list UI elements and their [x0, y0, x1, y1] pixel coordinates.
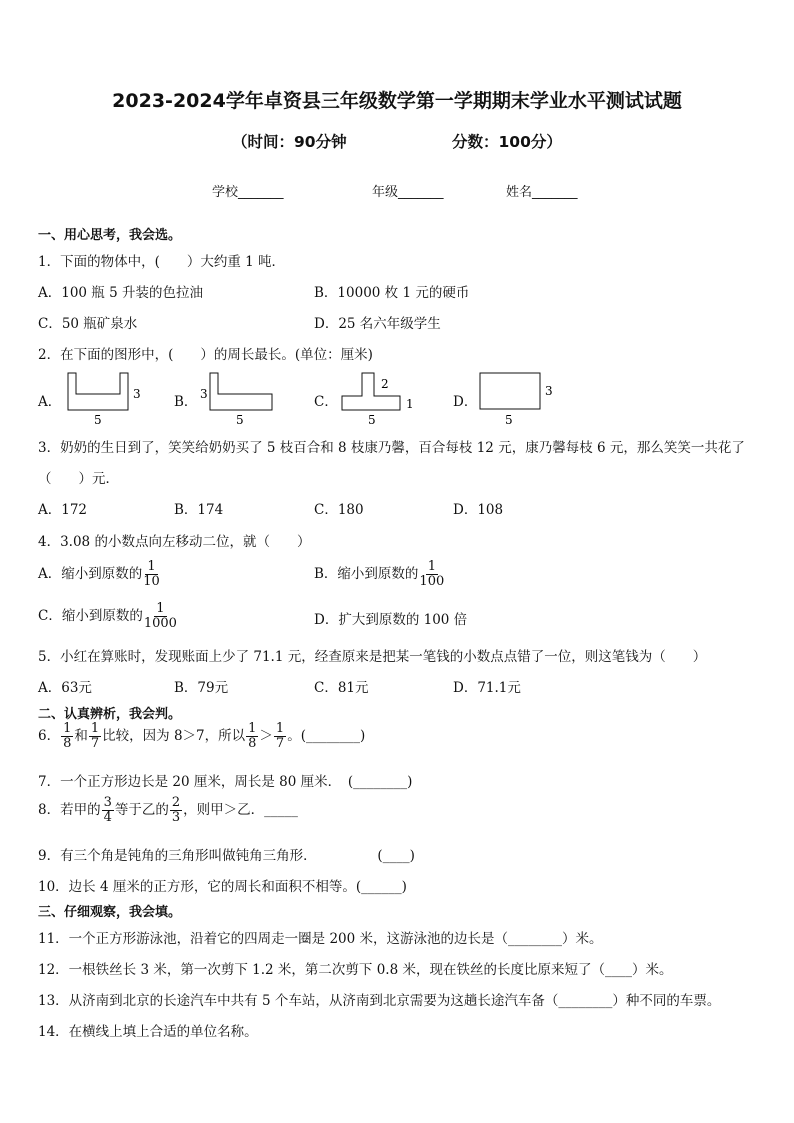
figure-c-height-2: 1 — [406, 397, 414, 411]
question-5-option-b: B．79元 — [174, 680, 229, 696]
question-6: 6． $\frac{1}{8}$ 和 $\frac{1}{7}$ 比较，因为 8＞7，所以 $\frac{1}{8}$ ＞ $\frac{1}{7}$ 。(________) — [38, 721, 366, 751]
figure-a-shape — [68, 373, 128, 410]
figure-a-width: 5 — [94, 413, 102, 427]
question-1-stem: 1．下面的物体中，( ）大约重 1 吨． — [38, 254, 286, 270]
name-field: 姓名_______ — [506, 185, 578, 200]
figure-c-height: 2 — [381, 377, 389, 391]
question-3-option-a: A．172 — [38, 502, 88, 518]
question-5-option-a: A．63元 — [38, 680, 92, 696]
question-3-option-d: D．108 — [453, 502, 504, 518]
question-2-option-b: B． — [174, 394, 198, 410]
question-1-option-d: D．25 名六年级学生 — [314, 316, 441, 332]
question-4-option-b — [314, 560, 445, 589]
question-4-option-a — [38, 560, 161, 589]
question-3-stem-line-2: （ ）元． — [38, 471, 119, 487]
question-1-option-a: A．100 瓶 5 升装的色拉油 — [38, 285, 203, 301]
question-9: 9．有三个角是钝角的三角形叫做钝角三角形． (____) — [38, 848, 415, 864]
question-3-stem-line-1: 3．奶奶的生日到了，笑笑给奶奶买了 5 枝百合和 8 枝康乃馨，百合每枝 12 元，康乃馨每枝 6 元，那么笑笑一共花了 — [38, 440, 745, 456]
question-2-option-d: D． — [453, 394, 478, 410]
question-4-option-b-text: B．缩小到原数的 — [314, 566, 419, 582]
figure-d-height: 3 — [545, 384, 553, 398]
question-4-option-a-text: A．缩小到原数的 — [38, 566, 143, 582]
question-5-option-d: D．71.1元 — [453, 680, 521, 696]
question-7: 7．一个正方形边长是 20 厘米，周长是 80 厘米． (________) — [38, 774, 413, 790]
grade-field: 年级_______ — [372, 185, 444, 200]
question-10: 10．边长 4 厘米的正方形，它的周长和面积不相等。(______) — [38, 879, 407, 895]
question-4-option-c — [38, 602, 178, 631]
school-field: 学校_______ — [212, 185, 284, 200]
figure-a-height: 3 — [133, 387, 141, 401]
question-2-option-c: C． — [314, 394, 338, 410]
question-3-option-b: B．174 — [174, 502, 224, 518]
question-5-stem: 5．小红在算账时，发现账面上少了 71.1 元，经查原来是把某一笔钱的小数点点错了一位，则这笔钱为（ ） — [38, 649, 707, 665]
section-heading-3: 三、仔细观察，我会填。 — [38, 905, 182, 920]
question-5-option-c: C．81元 — [314, 680, 369, 696]
question-3-option-c: C．180 — [314, 502, 364, 518]
question-2-option-a: A． — [38, 394, 62, 410]
question-2-stem: 2．在下面的图形中，( ）的周长最长。(单位：厘米) — [38, 347, 373, 363]
section-heading-1: 一、用心思考，我会选。 — [38, 228, 182, 243]
question-1-option-b: B．10000 枚 1 元的硬币 — [314, 285, 470, 301]
figure-d-shape — [480, 373, 540, 409]
figure-c-shape — [342, 373, 400, 410]
question-13: 13．从济南到北京的长途汽车中共有 5 个车站，从济南到北京需要为这趟长途汽车备（________）种不同的车票。 — [38, 993, 721, 1009]
question-8: 8．若甲的 $\frac{3}{4}$ 等于乙的 $\frac{2}{3}$ ，则甲＞乙．_____ — [38, 795, 298, 825]
question-14: 14．在横线上填上合适的单位名称。 — [38, 1024, 258, 1040]
exam-time: （时间：90分钟 — [232, 133, 347, 151]
figure-b-height: 3 — [200, 387, 208, 401]
fraction-1-1000: $\frac{1}{1000}$ — [143, 601, 177, 631]
fraction-1-10: $\frac{1}{10}$ — [143, 559, 160, 589]
figure-c-width: 5 — [368, 413, 376, 427]
section-heading-2: 二、认真辨析，我会判。 — [38, 707, 182, 722]
question-4-stem: 4．3.08 的小数点向左移动二位，就（ ） — [38, 534, 311, 550]
question-4-option-c-text: C．缩小到原数的 — [38, 608, 143, 624]
question-2-figures — [60, 368, 580, 428]
question-1-option-c: C．50 瓶矿泉水 — [38, 316, 138, 332]
page-title: 2023-2024学年卓资县三年级数学第一学期期末学业水平测试试题 — [112, 90, 682, 112]
figure-b-width: 5 — [236, 413, 244, 427]
question-12: 12．一根铁丝长 3 米，第一次剪下 1.2 米，第二次剪下 0.8 米，现在铁丝的长度比原来短了（____）米。 — [38, 962, 673, 978]
question-11: 11．一个正方形游泳池，沿着它的四周走一圈是 200 米，这游泳池的边长是（________）米。 — [38, 931, 603, 947]
exam-score: 分数：100分） — [452, 133, 562, 151]
figure-b-shape — [210, 373, 272, 410]
question-4-option-d: D．扩大到原数的 100 倍 — [314, 612, 468, 628]
fraction-1-100: $\frac{1}{100}$ — [419, 559, 445, 589]
figure-d-width: 5 — [505, 413, 513, 427]
